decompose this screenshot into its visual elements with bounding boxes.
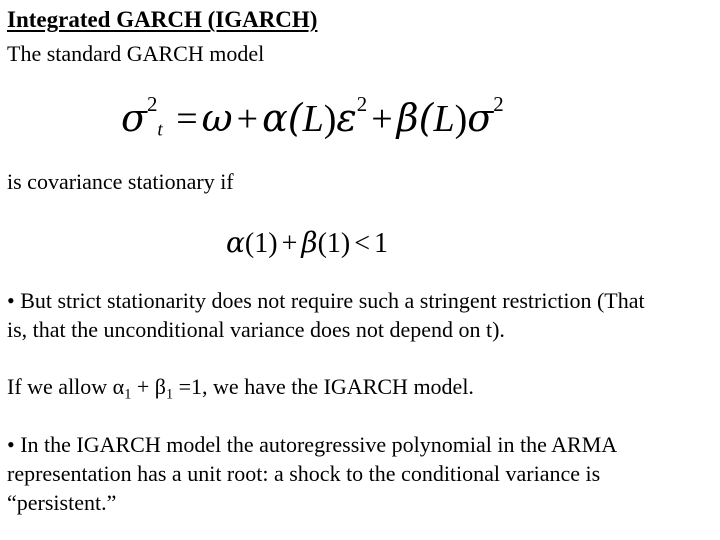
intro-text: The standard GARCH model — [7, 41, 265, 66]
eq1-epsilon-superscript: 2 — [356, 92, 368, 116]
eq1-sigma-superscript: 2 — [493, 92, 504, 116]
eq2-alpha-arg: (1) — [244, 228, 278, 259]
eq2-beta: β — [301, 226, 318, 259]
bullet-2-line-1: • In the IGARCH model the autoregressive polynomial in the ARMA — [7, 432, 618, 457]
eq1-epsilon: ε — [336, 95, 357, 140]
eq2-one: 1 — [374, 228, 389, 259]
slide-title: Integrated GARCH (IGARCH) — [7, 7, 318, 32]
igarch-text-before: If we allow α — [7, 374, 125, 399]
bullet-1-line-2: is, that the unconditional variance does not depend on t). — [7, 317, 505, 342]
bullet-2-line-2: representation has a unit root: a shock to the conditional variance is — [7, 461, 601, 486]
eq2-plus: + — [281, 228, 298, 259]
bullet-1-line-1: • But strict stationarity does not require such a stringent restriction (That — [7, 288, 645, 313]
eq1-plus-1: + — [236, 97, 259, 140]
stationarity-condition — [226, 226, 388, 260]
eq1-alpha: α( — [262, 95, 303, 140]
eq2-less-than: < — [354, 228, 371, 259]
eq1-lag-1: L — [302, 97, 324, 140]
eq1-lhs-subscript: t — [157, 119, 163, 141]
eq1-paren-2: ) — [454, 97, 468, 140]
bullet-2-line-3: “persistent.” — [7, 490, 117, 515]
condition-text: is covariance stationary if — [7, 169, 234, 194]
eq1-omega: ω — [201, 95, 233, 140]
igarch-text-plus-beta: + β — [131, 374, 166, 399]
eq1-beta: β( — [396, 95, 434, 140]
igarch-definition — [7, 373, 474, 401]
eq1-lag-2: L — [433, 97, 455, 140]
igarch-text-after: =1, we have the IGARCH model. — [173, 374, 474, 399]
eq1-plus-2: + — [371, 97, 393, 140]
igarch-sub-2: 1 — [165, 386, 174, 403]
eq1-sigma-lhs: σ — [121, 95, 147, 140]
eq1-paren-1: ) — [323, 97, 337, 140]
eq1-lhs-superscript: 2 — [146, 92, 158, 116]
eq1-sigma-rhs: σ — [467, 95, 494, 140]
garch-equation — [121, 92, 504, 142]
igarch-sub-1: 1 — [124, 386, 132, 403]
eq1-equals: = — [176, 97, 198, 140]
eq2-beta-arg: (1) — [317, 228, 351, 259]
eq2-alpha: α — [226, 226, 245, 259]
